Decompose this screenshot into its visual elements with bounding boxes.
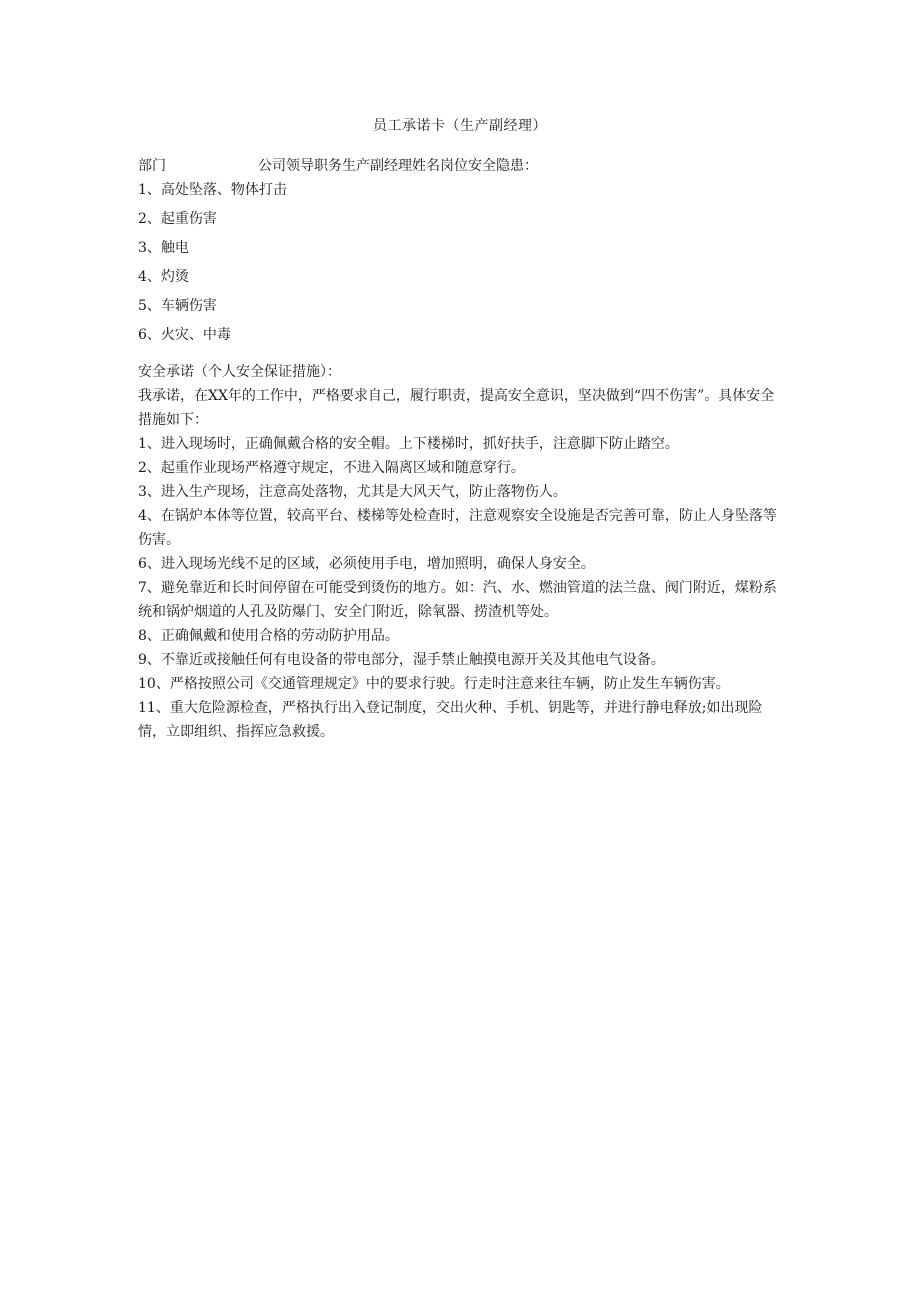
hazard-item: 4、灼烫 bbox=[138, 269, 189, 285]
measure-item: 7、避免靠近和长时间停留在可能受到烫伤的地方。如：汽、水、燃油管道的法兰盘、阀门附近，煤粉系统和锅炉烟道的人孔及防爆门、安全门附近，除氧器、捞渣机等处。 bbox=[138, 580, 777, 620]
measure-item: 9、不靠近或接触任何有电设备的带电部分，湿手禁止触摸电源开关及其他电气设备。 bbox=[138, 652, 665, 668]
hazard-item: 5、车辆伤害 bbox=[138, 298, 217, 314]
measure-item: 4、在锅炉本体等位置，较高平台、楼梯等处检查时，注意观察安全设施是否完善可靠，防止人身坠落等伤害。 bbox=[138, 508, 777, 548]
measure-item: 10、严格按照公司《交通管理规定》中的要求行驶。行走时注意来往车辆，防止发生车辆伤害。 bbox=[138, 676, 730, 692]
measure-item: 6、进入现场光线不足的区域，必须使用手电，增加照明，确保人身安全。 bbox=[138, 556, 595, 572]
hazard-list bbox=[138, 179, 788, 346]
header-line bbox=[138, 155, 788, 177]
measure-item: 11、重大危险源检查，严格执行出入登记制度，交出火种、手机、钥匙等，并进行静电释放;如出现险情，立即组织、指挥应急救援。 bbox=[138, 700, 763, 740]
measure-item: 1、进入现场时，正确佩戴合格的安全帽。上下楼梯时，抓好扶手，注意脚下防止踏空。 bbox=[138, 436, 679, 452]
commitment-heading: 安全承诺（个人安全保证措施）： bbox=[138, 364, 341, 380]
header-info-line: 公司领导职务生产副经理姓名岗位安全隐患： bbox=[258, 158, 538, 174]
document-body bbox=[138, 155, 788, 744]
document-title: 员工承诺卡（生产副经理） bbox=[373, 118, 547, 134]
measure-list bbox=[138, 432, 788, 744]
hazard-item: 3、触电 bbox=[138, 240, 189, 256]
measure-item: 3、进入生产现场，注意高处落物，尤其是大风天气，防止落物伤人。 bbox=[138, 484, 567, 500]
measure-item: 2、起重作业现场严格遵守规定，不进入隔离区域和随意穿行。 bbox=[138, 460, 525, 476]
hazard-item: 6、火灾、中毒 bbox=[138, 327, 231, 343]
hazard-item: 2、起重伤害 bbox=[138, 211, 217, 227]
commitment-intro: 我承诺，在XX年的工作中，严格要求自己，履行职责，提高安全意识，坚决做到“四不伤害”。具体安全措施如下： bbox=[138, 388, 775, 428]
department-label: 部门 bbox=[138, 158, 166, 174]
hazard-item: 1、高处坠落、物体打击 bbox=[138, 182, 287, 198]
measure-item: 8、正确佩戴和使用合格的劳动防护用品。 bbox=[138, 628, 399, 644]
